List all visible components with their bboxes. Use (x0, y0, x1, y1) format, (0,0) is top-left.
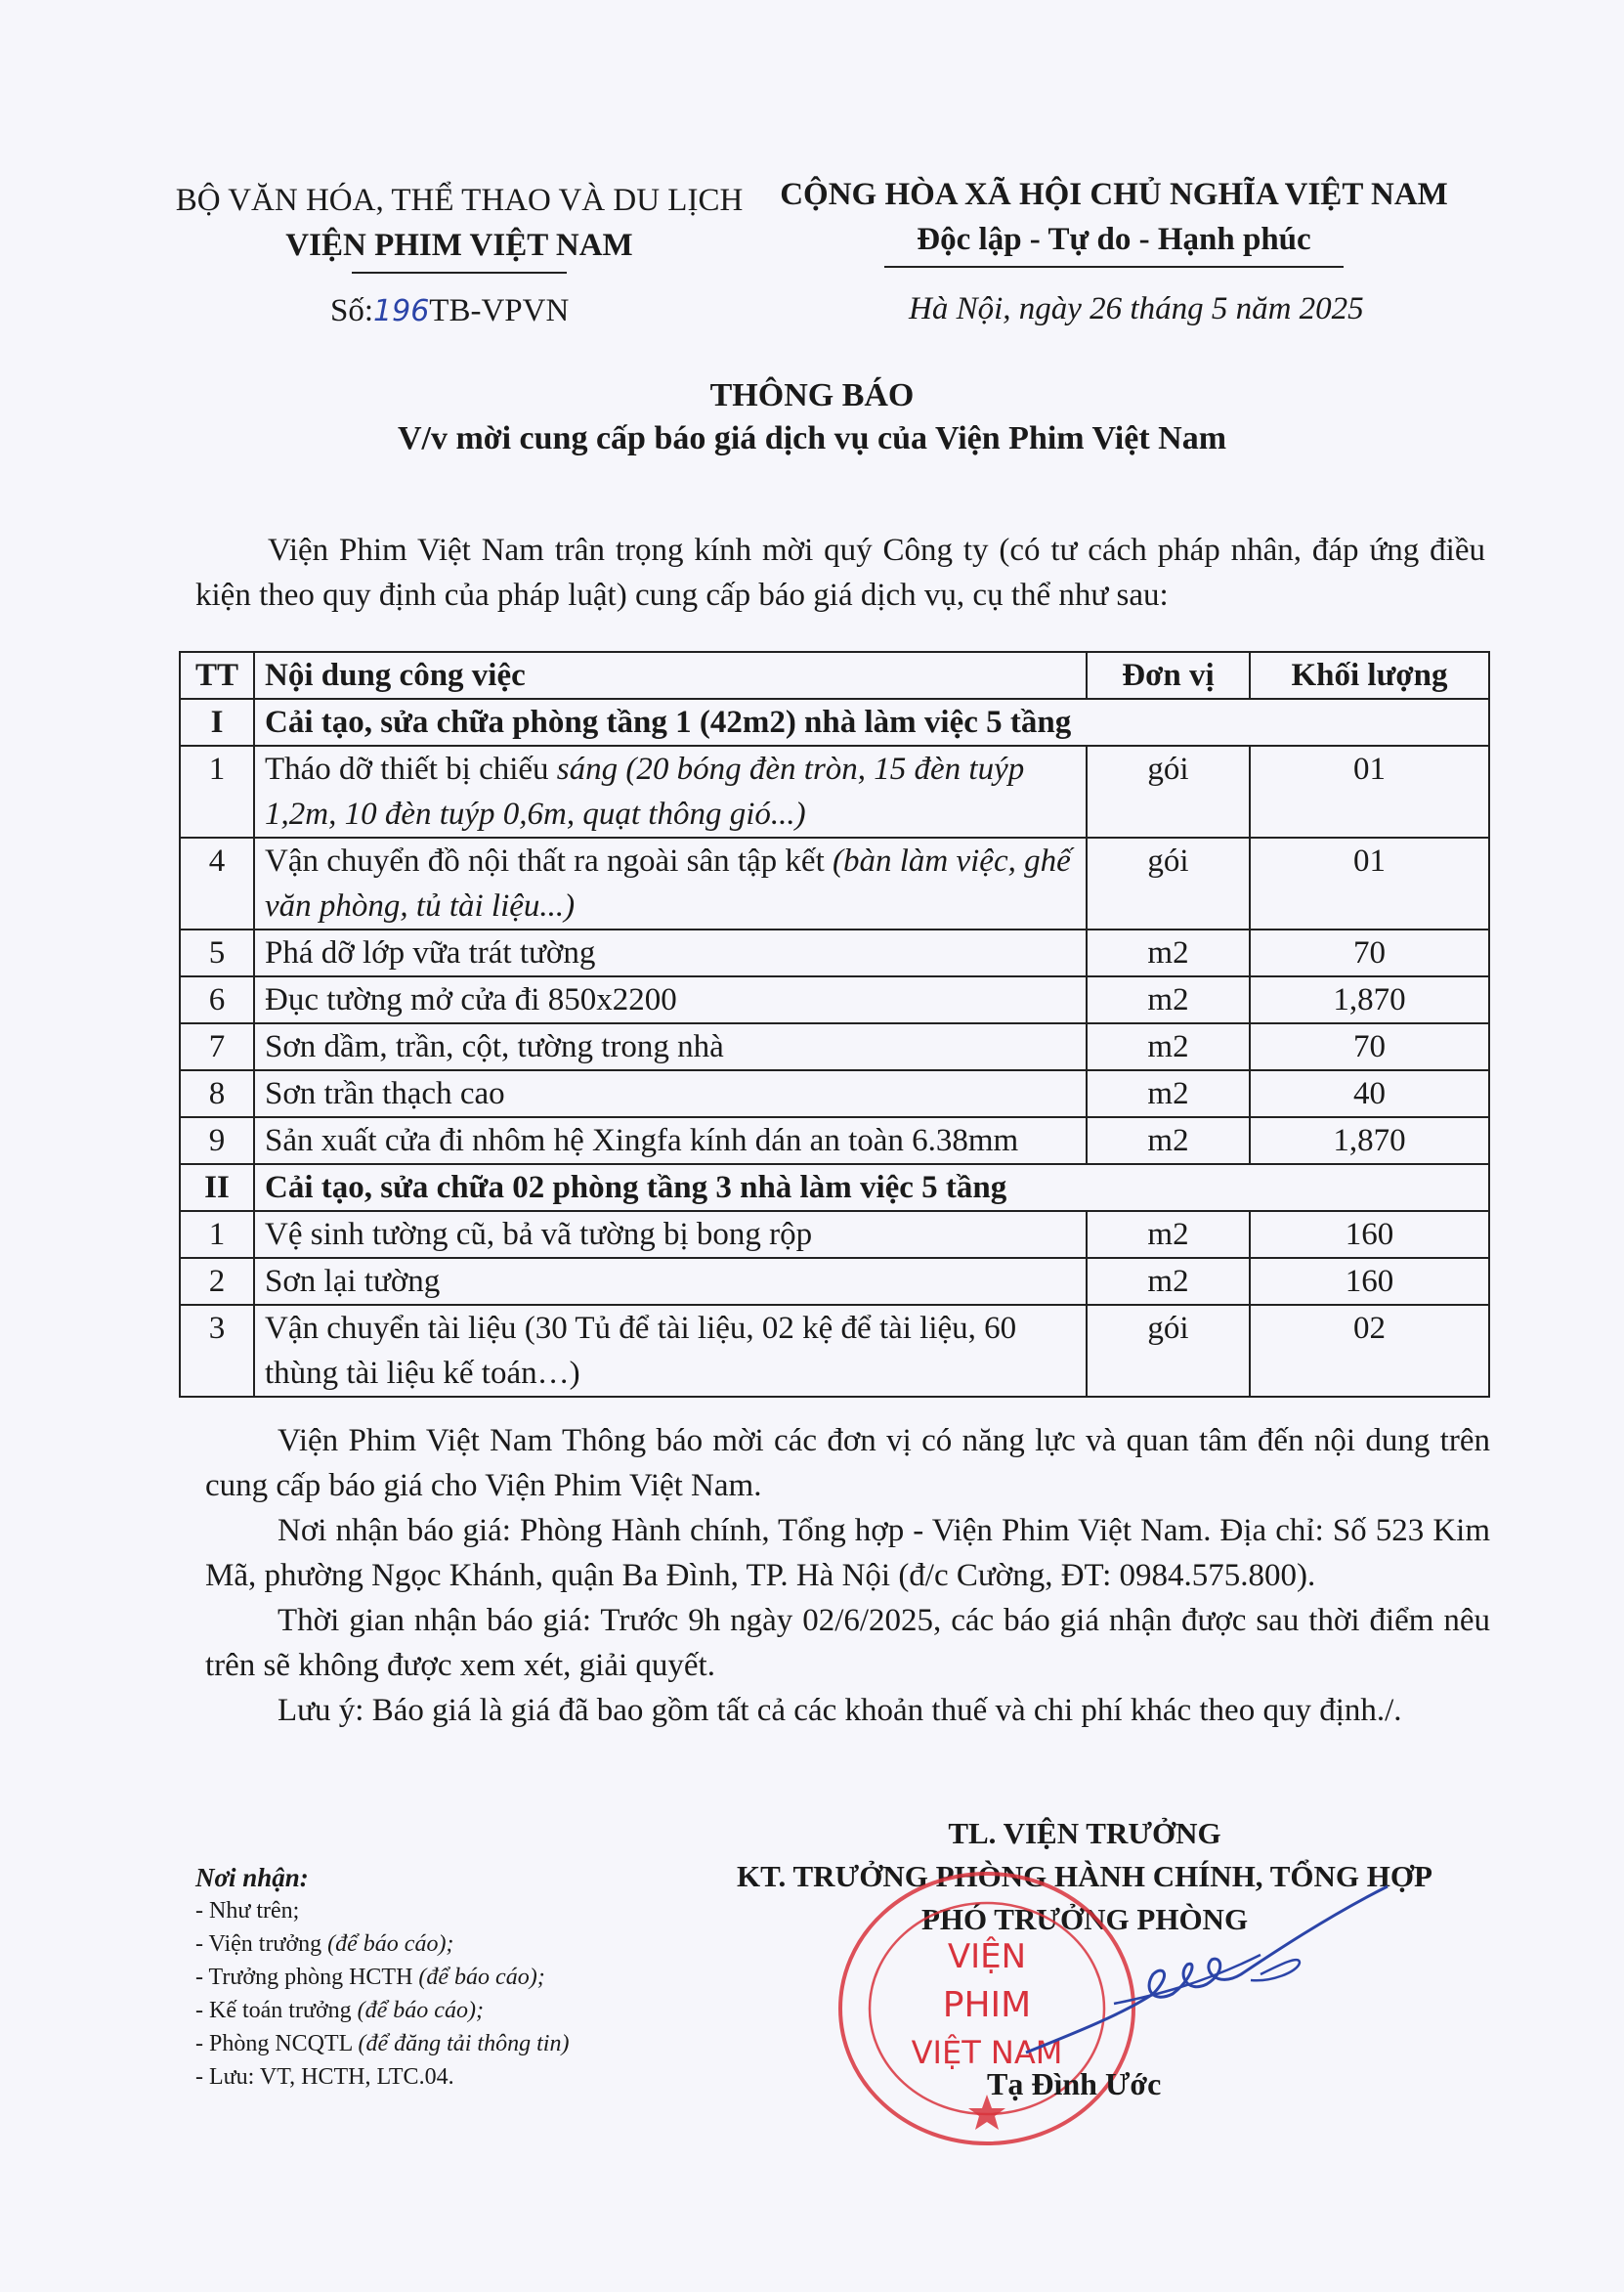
row-text: Sản xuất cửa đi nhôm hệ Xingfa kính dán an toàn 6.38mm (265, 1123, 1019, 1158)
row-quantity: 1,870 (1250, 1117, 1489, 1164)
doc-prefix: Số: (330, 293, 374, 328)
issuing-agency (147, 178, 772, 274)
row-quantity: 160 (1250, 1211, 1489, 1258)
recipient-name: - Trưởng phòng HCTH (195, 1965, 419, 1990)
table-row (180, 930, 1489, 976)
work-items-table (179, 651, 1490, 1398)
row-content (254, 746, 1087, 838)
motto-underline (884, 266, 1344, 268)
row-number: 8 (180, 1070, 254, 1117)
agency-underline (352, 272, 567, 274)
row-text: Vận chuyển tài liệu (30 Tủ để tài liệu, 02 kệ để tài liệu, 60 thùng tài liệu kế toán…) (265, 1311, 1017, 1391)
row-quantity: 70 (1250, 930, 1489, 976)
row-number: 9 (180, 1117, 254, 1164)
document-number (330, 293, 569, 329)
row-unit: m2 (1087, 1258, 1250, 1305)
row-quantity: 02 (1250, 1305, 1489, 1397)
place-date: Hà Nội, ngày 26 tháng 5 năm 2025 (909, 291, 1364, 326)
institute-name: VIỆN PHIM VIỆT NAM (285, 228, 633, 263)
section-row (180, 1164, 1489, 1211)
ministry-name: BỘ VĂN HÓA, THỂ THAO VÀ DU LỊCH (175, 183, 744, 218)
handwritten-number: 196 (373, 294, 430, 328)
national-title (762, 172, 1466, 268)
recipient-name: - Viện trưởng (195, 1931, 328, 1957)
row-content (254, 1211, 1087, 1258)
row-content (254, 1305, 1087, 1397)
row-number: 7 (180, 1023, 254, 1070)
recipient-item (195, 1927, 569, 1961)
row-unit: gói (1087, 838, 1250, 930)
recipient-item (195, 2027, 569, 2060)
section-number: II (180, 1164, 254, 1211)
seal-text-2: PHIM (942, 1985, 1032, 2025)
recipient-item (195, 1894, 569, 1927)
recipient-note: (để đăng tải thông tin) (358, 2031, 570, 2056)
row-unit: m2 (1087, 1023, 1250, 1070)
row-content (254, 1258, 1087, 1305)
row-unit: m2 (1087, 1211, 1250, 1258)
row-text: Vệ sinh tường cũ, bả vã tường bị bong rộp (265, 1217, 813, 1252)
recipient-item (195, 2060, 569, 2094)
row-unit: m2 (1087, 1070, 1250, 1117)
body-paragraph: Thời gian nhận báo giá: Trước 9h ngày 02/6/2025, các báo giá nhận được sau thời điểm nêu trên sẽ không được xem xét, giải quyết. (205, 1603, 1490, 1683)
recipients-list (195, 1894, 569, 2094)
row-detail: sáng (20 bóng đèn tròn, 15 đèn tuýp 1,2m, 10 đèn tuýp 0,6m, quạt thông gió...) (265, 752, 1025, 832)
row-quantity: 160 (1250, 1258, 1489, 1305)
recipient-note: (để báo cáo); (357, 1998, 484, 2023)
row-content (254, 1023, 1087, 1070)
row-unit: gói (1087, 746, 1250, 838)
row-text: Sơn lại tường (265, 1264, 441, 1299)
signature-line-3: PHÓ TRƯỞNG PHÒNG (920, 1902, 1249, 1936)
table-row (180, 1305, 1489, 1397)
row-text: Tháo dỡ thiết bị chiếu (265, 752, 557, 787)
header-quantity: Khối lượng (1250, 652, 1489, 699)
recipients-heading: Nơi nhận: (195, 1863, 309, 1892)
row-number: 4 (180, 838, 254, 930)
row-number: 5 (180, 930, 254, 976)
recipient-name: - Lưu: VT, HCTH, LTC.04. (195, 2064, 454, 2090)
republic-name: CỘNG HÒA XÃ HỘI CHỦ NGHĨA VIỆT NAM (780, 177, 1448, 212)
recipient-note: (để báo cáo); (327, 1931, 454, 1957)
row-quantity: 40 (1250, 1070, 1489, 1117)
row-content (254, 976, 1087, 1023)
row-text: Vận chuyển đồ nội thất ra ngoài sân tập kết (265, 843, 833, 879)
doc-suffix: TB-VPVN (429, 293, 570, 328)
row-content (254, 1070, 1087, 1117)
section-title: Cải tạo, sửa chữa 02 phòng tầng 3 nhà làm việc 5 tầng (254, 1164, 1489, 1211)
table-row (180, 1070, 1489, 1117)
row-text: Đục tường mở cửa đi 850x2200 (265, 982, 677, 1017)
seal-text-1: VIỆN (947, 1937, 1027, 1976)
row-text: Sơn dầm, trần, cột, tường trong nhà (265, 1029, 724, 1064)
row-text: Sơn trần thạch cao (265, 1076, 505, 1111)
row-unit: m2 (1087, 1117, 1250, 1164)
table-row (180, 976, 1489, 1023)
row-unit: m2 (1087, 930, 1250, 976)
row-content (254, 838, 1087, 930)
row-quantity: 70 (1250, 1023, 1489, 1070)
table-body (180, 699, 1489, 1397)
row-detail: (bàn làm việc, ghế văn phòng, tủ tài liệu...) (265, 843, 1071, 924)
document-title: THÔNG BÁO (709, 377, 915, 413)
row-number: 2 (180, 1258, 254, 1305)
row-quantity: 01 (1250, 746, 1489, 838)
national-motto: Độc lập - Tự do - Hạnh phúc (917, 222, 1311, 257)
notice-body (205, 1418, 1490, 1733)
table-row (180, 1023, 1489, 1070)
signer-name: Tạ Đình Ước (987, 2066, 1162, 2101)
signature-line-2: KT. TRƯỞNG PHÒNG HÀNH CHÍNH, TỔNG HỢP (737, 1859, 1432, 1893)
recipient-item (195, 1961, 569, 1994)
header-unit: Đơn vị (1087, 652, 1250, 699)
row-number: 1 (180, 746, 254, 838)
intro-paragraph: Viện Phim Việt Nam trân trọng kính mời quý Công ty (có tư cách pháp nhân, đáp ứng điều kiện theo quy định của pháp luật) cung cấp báo giá dịch vụ, cụ thể như sau: (195, 533, 1485, 613)
row-number: 1 (180, 1211, 254, 1258)
table-row (180, 1117, 1489, 1164)
section-number: I (180, 699, 254, 746)
recipient-name: - Như trên; (195, 1898, 300, 1924)
body-paragraph: Viện Phim Việt Nam Thông báo mời các đơn vị có năng lực và quan tâm đến nội dung trên cung cấp báo giá cho Viện Phim Việt Nam. (205, 1423, 1490, 1503)
row-quantity: 01 (1250, 838, 1489, 930)
recipient-item (195, 1994, 569, 2027)
recipient-note: (để báo cáo); (418, 1965, 545, 1990)
body-paragraph: Lưu ý: Báo giá là giá đã bao gồm tất cả các khoản thuế và chi phí khác theo quy định./. (278, 1693, 1402, 1728)
handwritten-signature (1006, 1857, 1397, 2082)
seal-text-3: VIỆT NAM (911, 2034, 1063, 2071)
table-row (180, 1211, 1489, 1258)
row-number: 6 (180, 976, 254, 1023)
row-text: Phá dỡ lớp vữa trát tường (265, 935, 596, 971)
recipient-name: - Phòng NCQTL (195, 2031, 359, 2056)
table-row (180, 746, 1489, 838)
row-unit: m2 (1087, 976, 1250, 1023)
signature-line-1: TL. VIỆN TRƯỞNG (948, 1816, 1221, 1850)
recipients-block (195, 1861, 569, 2094)
document-subtitle: V/v mời cung cấp báo giá dịch vụ của Viện Phim Việt Nam (397, 420, 1227, 456)
row-quantity: 1,870 (1250, 976, 1489, 1023)
header-content: Nội dung công việc (254, 652, 1087, 699)
row-content (254, 1117, 1087, 1164)
table-row (180, 1258, 1489, 1305)
table-header-row (180, 652, 1489, 699)
header-no: TT (180, 652, 254, 699)
section-row (180, 699, 1489, 746)
section-title: Cải tạo, sửa chữa phòng tầng 1 (42m2) nhà làm việc 5 tầng (254, 699, 1489, 746)
row-content (254, 930, 1087, 976)
table-row (180, 838, 1489, 930)
row-number: 3 (180, 1305, 254, 1397)
recipient-name: - Kế toán trưởng (195, 1998, 358, 2023)
row-unit: gói (1087, 1305, 1250, 1397)
body-paragraph: Nơi nhận báo giá: Phòng Hành chính, Tổng hợp - Viện Phim Việt Nam. Địa chỉ: Số 523 Kim Mã, phường Ngọc Khánh, quận Ba Đình, TP. Hà Nội (đ/c Cường, ĐT: 0984.575.800). (205, 1513, 1490, 1593)
